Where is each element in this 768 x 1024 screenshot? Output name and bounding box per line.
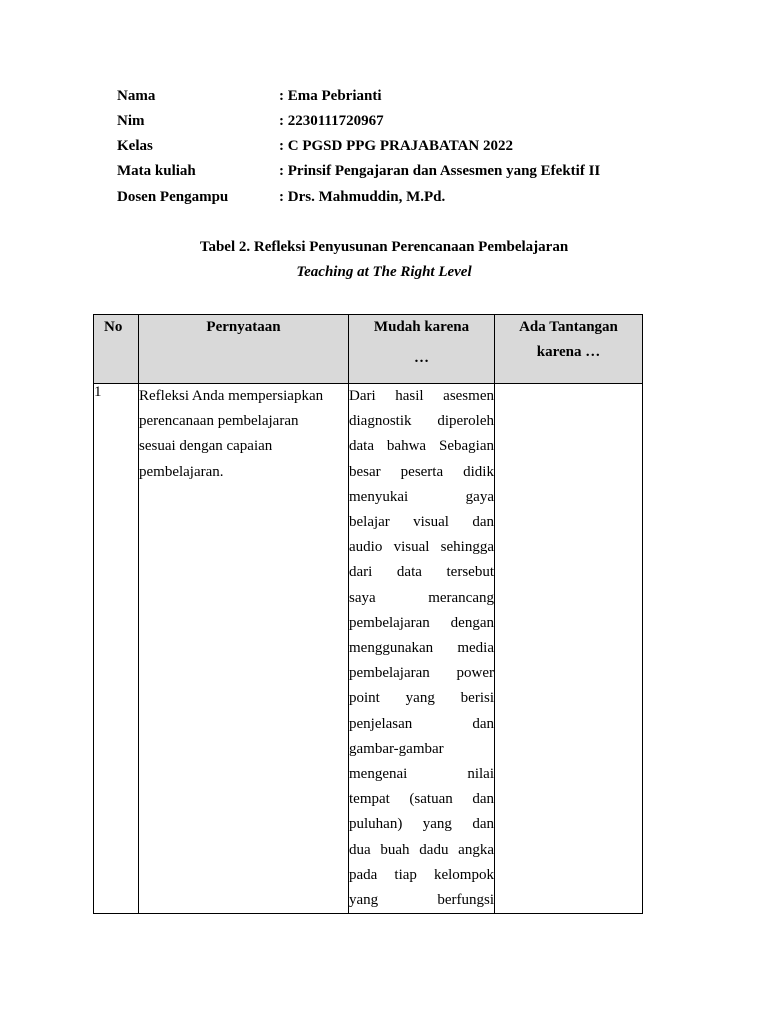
info-label: Kelas [117,138,153,154]
info-value: : Drs. Mahmuddin, M.Pd. [279,189,446,205]
table-title: Tabel 2. Refleksi Penyusunan Perencanaan Pembelajaran [199,239,569,255]
info-label: Nim [117,113,145,129]
header-statement: Pernyataan [139,315,349,384]
table-header-row [94,315,643,384]
easy-reason-line: penjelasan dan [349,715,494,732]
row-easy-reason [349,384,495,914]
header-challenge [495,315,643,384]
easy-reason-line: diagnostik diperoleh [349,413,494,430]
info-label: Mata kuliah [117,163,196,179]
easy-reason-line: pada tiap kelompok [349,866,494,883]
info-value: : Ema Pebrianti [279,88,382,104]
header-easy [349,315,495,384]
info-label: Dosen Pengampu [117,189,229,205]
easy-reason-line: mengenai nilai [349,766,494,783]
header-easy-label: Mudah karena [373,319,470,335]
statement-line: pembelajaran. [139,463,224,480]
easy-reason-line: gambar-gambar [349,740,444,757]
statement-line: perencanaan pembelajaran [139,413,299,430]
statement-line: sesuai dengan capaian [139,438,273,455]
easy-reason-line: Dari hasil asesmen [349,388,494,404]
easy-reason-line: pembelajaran dengan [349,614,494,631]
easy-reason-line: menggunakan media [349,640,494,657]
easy-reason-line: dua buah dadu angka [349,841,494,858]
row-statement [139,384,349,914]
easy-reason-line: audio visual sehingga [349,539,494,556]
header-challenge-sub: karena … [536,344,601,360]
easy-reason-line: tempat (satuan dan [349,791,494,808]
table-row [94,384,643,914]
header-no: No [94,315,139,384]
header-easy-sub: … [414,350,429,366]
easy-reason-line: besar peserta didik [349,463,494,480]
easy-reason-line: dari data tersebut [349,564,494,581]
statement-line: Refleksi Anda mempersiapkan [139,388,324,404]
easy-reason-line: saya merancang [349,589,494,606]
header-challenge-label: Ada Tantangan [519,319,618,335]
info-value: : 2230111720967 [279,113,384,129]
easy-reason-line: data bahwa Sebagian [349,438,494,455]
easy-reason-line: menyukai gaya [349,488,494,505]
easy-reason-line: puluhan) yang dan [349,816,494,833]
table-subtitle: Teaching at The Right Level [296,264,472,280]
easy-reason-line: pembelajaran power [349,665,494,682]
easy-reason-line: belajar visual dan [349,514,494,531]
info-label: Nama [117,88,156,104]
info-value: : C PGSD PPG PRAJABATAN 2022 [279,138,514,154]
info-value: : Prinsif Pengajaran dan Assesmen yang Efektif II [279,163,601,179]
easy-reason-line: point yang berisi [349,690,494,707]
easy-reason-line: yang berfungsi [349,892,494,909]
reflection-table [93,314,643,914]
row-number: 1 [94,384,139,914]
row-challenge-reason [495,384,643,914]
